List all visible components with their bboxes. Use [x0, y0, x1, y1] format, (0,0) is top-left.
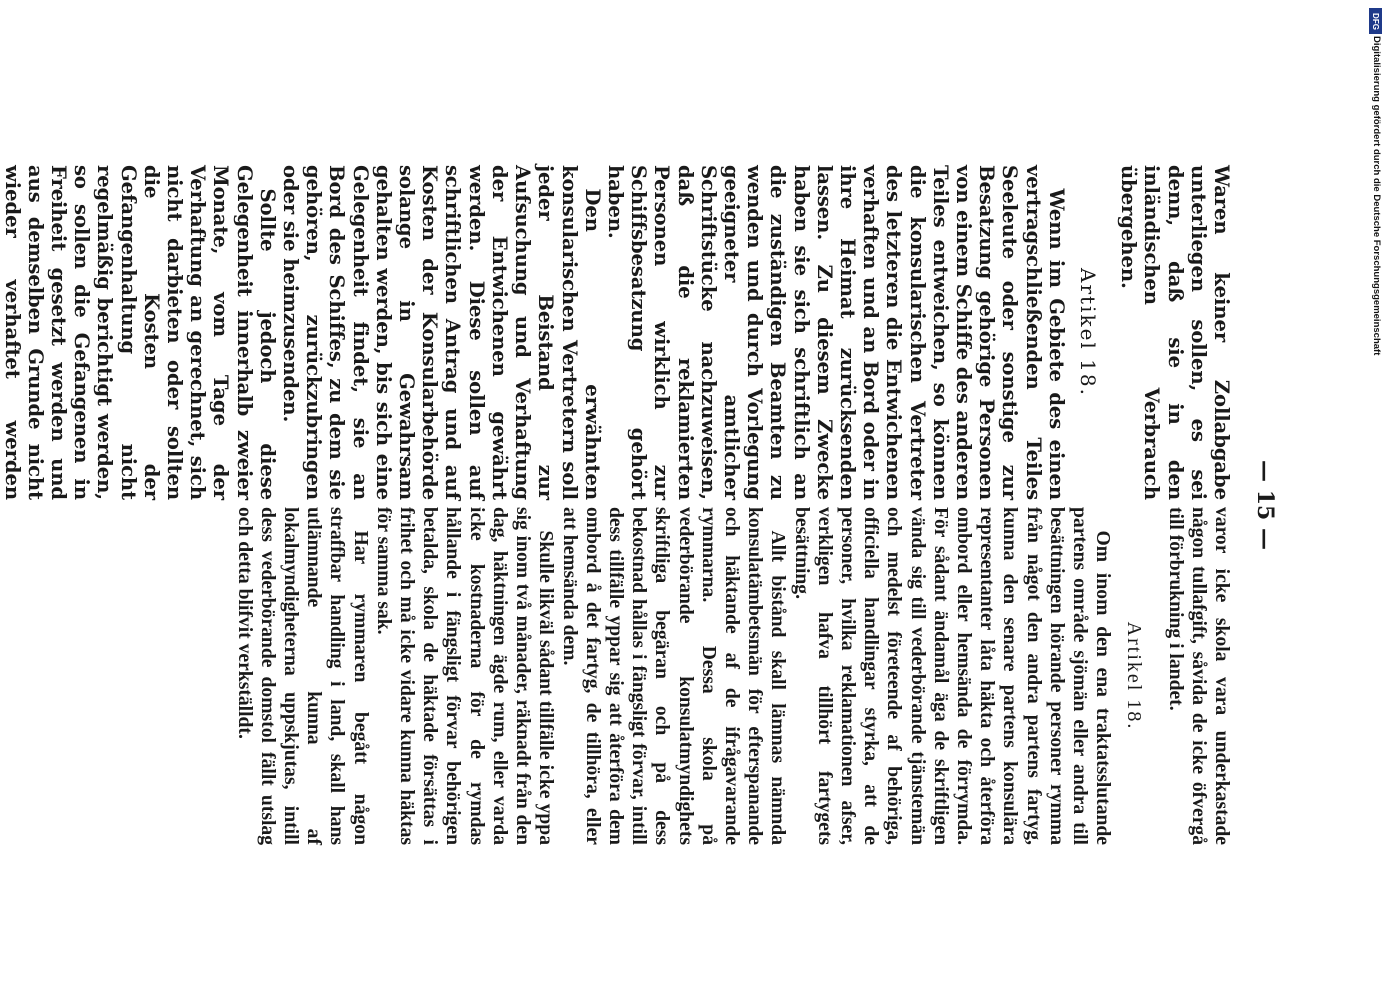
digitization-watermark: Digitalisierung gefördert durch die Deutsche Forschungsgemeinschaft: [1371, 36, 1382, 356]
german-lead-text: Waren keiner Zollabgabe unterliegen sollen, es sei denn, daß sie in den inländischen Verbrauch übergehen.: [1117, 165, 1233, 500]
german-article-title: Artikel 18.: [1075, 268, 1100, 397]
german-column: [0, 165, 1233, 500]
swedish-lead-text: varor icke skola vara underkastade någon tullafgift, såvida de icke öfvergå till förbrukning i landet.: [1164, 507, 1232, 845]
rotated-page-content: [0, 165, 1278, 845]
swedish-paragraph-1: Om inom den ena traktatsslutande partens område sjömän eller andra till besättningen hörande personer rymma från något den andra partens fartyg, kunna den senare partens konsulära representanter låta häkta och återföra ombord eller hemsända de förrymda. För sådant ändamål äga de skriftligen vända sig till vederbörande tjänstemän och medelst företeende af behöriga, officiella handlingar styrka, att de personer, hvilka reklamationen afser, verkligen hafva tillhört fartygets besättning.: [790, 507, 1114, 845]
german-paragraph-2: Den erwähnten konsularischen Vertretern soll jeder Beistand zur Aufsuchung und Verhaftung der Entwichenen gewährt werden. Diese sollen auf schriftlichen Antrag und auf Kosten der Konsularbehörde solange in Gewahrsam gehalten werden, bis sich eine Gelegenheit findet, sie an Bord des Schiffes, zu dem sie gehören, zurückzubringen oder sie heimzusenden.: [279, 165, 604, 500]
page-number: — 15 —: [1252, 460, 1278, 550]
swedish-paragraph-2: Allt bistånd skall lämnas nämnda konsulatämbetsmän för efterspanande och häktande af de ifrågavarande rymmarna. Dessa skola på vederbörande konsulatmyndighets skriftliga begäran och på dess bekostnad hållas i fängsligt förvar, intill dess tillfälle yppar sig att återföra dem ombord å det fartyg, de tillhöra, eller att hemsända dem.: [558, 507, 789, 845]
german-paragraph-3: Sollte jedoch diese Gelegenheit innerhalb zweier Monate, vom Tage der Verhaftung an gerechnet, sich nicht darbieten oder sollten die Kosten der Gefangenhaltung nicht regelmäßig berichtigt werden, so sollen die Gefangenen in Freiheit gesetzt werden und aus demselben Grunde nicht wieder verhaftet werden: [0, 165, 279, 500]
swedish-article-title: Artikel 18.: [1123, 621, 1146, 731]
dfg-logo-icon: [1369, 8, 1382, 34]
german-paragraph-1: Wenn im Gebiete des einen vertragschließenden Teiles Seeleute oder sonstige zur Besatzung gehörige Personen von einem Schiffe des anderen Teiles entweichen, so können die konsularischen Vertreter des letzteren die Entwichenen verhaften und an Bord oder in ihre Heimat zurücksenden lassen. Zu diesem Zwecke haben sie sich schriftlich an die zuständigen Beamten zu wenden und durch Vorlegung geeigneter amtlicher Schriftstücke nachzuweisen, daß die reklamierten Personen wirklich zur Schiffsbesatzung gehört haben.: [603, 165, 1068, 500]
dfg-logo-text: DFG: [1371, 12, 1381, 30]
swedish-paragraph-3: Skulle likväl sådant tillfälle icke yppa sig inom två månader, räknadt från den dag, häktningen ägde rum, eller varda icke kostnaderna för de rymdas hållande i fängsligt förvar behörigen betalda, skola de häktade försättas i frihet och må icke vidare kunna häktas för samma sak.: [372, 507, 557, 845]
swedish-paragraph-4: Har rymmaren begått någon straffbar handling i land, skall hans utlämnande kunna af lokalmyndigheterna uppskjutas, intill dess vederbörande domstol fällt utslag och detta blifvit verkställdt.: [233, 507, 371, 845]
swedish-column: [232, 507, 1233, 845]
